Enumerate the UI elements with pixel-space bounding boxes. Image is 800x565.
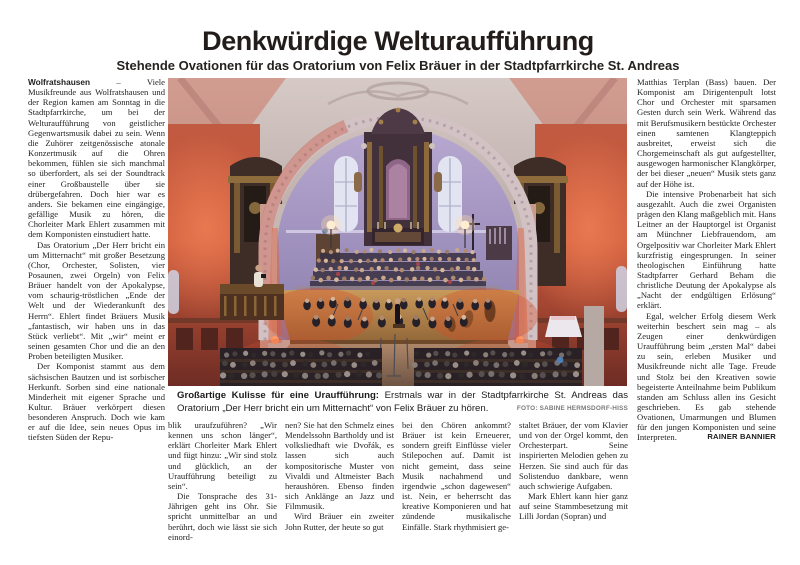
text-column-5 (519, 420, 628, 560)
text-column-2 (168, 420, 277, 560)
caption-lead: Großartige Kulisse für eine Uraufführung: (177, 390, 380, 401)
caption-text: Erstmals war in der Stadtpfarrkirche St. Andreas das Oratorium „Der Herr bricht ein um Mitternacht“ von Felix Bräuer zu hören. (177, 390, 629, 414)
text-column-1 (28, 77, 165, 548)
church-photo-illustration (168, 78, 627, 386)
article-photo (168, 78, 627, 386)
paragraph: Der Komponist stammt aus dem sächsischen Bautzen und ist sorbischer Herkunft. Sorben sind eine nationale Minderheit mit eigener Sprache und Kultur. Bräuer verkörpert diesen besonderen Anspruch. Doch wie kam er auf die Idee, sein neues Opus im tiefsten Süden der Repu- (28, 361, 165, 443)
paragraph: Die intensive Probenarbeit hat sich ausgezahlt. Auch die zwei Organisten prägen den Klang maßgeblich mit. Hans Leitner an der Hauptorgel ist Organist am Münchner Liebfrauendom, am Orgelpositiv war Chorleiter Mark Ehlert kurzfristig eingesprungen. In seiner theologischen Einführung hatte Stadtpfarrer Gerhard Beham die christliche Deutung der Apokalypse als „Nacht der endgültigen Erlösung“ erklärt. (637, 188, 776, 311)
text-column-6 (637, 77, 776, 548)
paragraph (637, 311, 776, 443)
paragraph: staltet Bräuer, der vom Klavier und von der Orgel kommt, den Orchesterpart. Seine inspirierten Melodien gehen zu Herzen. Sie sind auch für das Solistenduo dankbare, wenn auch schwierige Aufgaben. (519, 420, 628, 491)
photo-credit: FOTO: SABINE HERMSDORF-HISS (513, 403, 628, 416)
paragraph-text: Viele Musikfreunde aus Wolfratshausen und der Region kamen am Sonntag in die Stadtpfarrkirche, um bei der Welturaufführung von geistlicher Gegenwartsmusik dabei zu sein. Wenn die Zuhörer zeitgenössische atonale Konzertmusik auf die Ohren bekommen, fühlen sie sich manchmal so überfordert, als sei der Soundtrack einer Großbaustelle über sie drübergefahren. Doch hier war es anders. Sie bekamen eine eingängige, gefällige Musik zu hören, die Chorleiter Mark Ehlert zusammen mit dem Komponisten einstudiert hatte. (28, 77, 165, 240)
paragraph: blik uraufzuführen? „Wir kennen uns schon länger“, erklärt Chorleiter Mark Ehlert und fügt hinzu: „Wir sind stolz und glücklich, an der Uraufführung beteiligt zu sein“. (168, 420, 277, 491)
paragraph: Wird Bräuer ein zweiter John Rutter, der heute so gut (285, 511, 394, 532)
headline: Denkwürdige Welturaufführung (202, 26, 594, 56)
blue-jacket-listener (557, 357, 564, 364)
conductor-podium (393, 324, 405, 328)
paragraph: bei den Chören ankommt? Bräuer ist kein Erneuerer, sondern greift Einflüsse vieler Stilepochen auf. Damit ist nicht gemeint, dass seine Musik nachahmend und irgendwie „schon dagewesen“ ist. Nein, er beherrscht das kreative Komponieren und hat zündende musikalische Einfälle. Stark rhythmisiert ge- (402, 420, 511, 532)
paragraph: Die Tonsprache des 31-Jährigen geht ins Ohr. Sie spricht unmittelbar an und berührt, doch wie lässt sie sich einord- (168, 491, 277, 542)
paragraph-text: Egal, welcher Erfolg diesem Werk weiterhin beschert sein mag – als Zeugen einer denkwürdigen Uraufführung beim „ersten Mal“ dabei zu sein, erleben Musiker und Musikfreunde nicht alle Tage. Freude und Stolz bei den Kreativen sowie begeisterte Anteilnahme beim Publikum standen am Schluss allen ins Gesicht geschrieben. Es gab stehende Ovationen, Umarmungen und Blumen für den jungen Komponisten und seine Interpreten. (637, 310, 776, 443)
paragraph: Mark Ehlert kann hier ganz auf seine Stammbesetzung mit Lilli Jordan (Sopran) und (519, 491, 628, 522)
paragraph: nen? Sie hat den Schmelz eines Mendelssohn Bartholdy und ist volksliedhaft wie Dvořák, es lassen sich auch kompositorische Muster von Vivaldi und Altmeister Bach heraushören. Ebenso finden sich Anklänge an Jazz und Filmmusik. (285, 420, 394, 512)
text-column-4 (402, 420, 511, 560)
camera (261, 274, 266, 278)
conductor (395, 304, 400, 324)
paragraph (28, 77, 165, 240)
paragraph: Das Oratorium „Der Herr bricht ein um Mitternacht“ mit großer Besetzung (Chor, Orchester, Solisten, vier Posaunen, zwei Orgeln) von Felix Bräuer handelt von der Apokalypse, vom schaurig-tröstlichen „Ende der Welt und der Wiederankunft des Herrn“. Ehlert findet Bräuers Musik „fantastisch, wir haben uns in das Stück verliebt“. Mit „wir“ meint er seinen gesamten Chor und die an den Proben beteiligten Musiker. (28, 239, 165, 362)
dateline: Wolfratshausen (28, 77, 91, 87)
dateline-separator: – (90, 77, 147, 87)
paragraph: Matthias Terplan (Bass) bauen. Der Komponist am Dirigentenpult lotst Chor und Orchester mit sparsamen Gesten durch sein Werk. Während das mit Berufsmusikern bestückte Orchester einen samtenen Klangteppich ausbreitet, erweist sich die Chorgemeinschaft als gut aufgestellter, ausgewogen harmonischer Klangkörper, der bei dieser „neuen“ Musik stets ganz auf der Höhe ist. (637, 77, 776, 189)
photo-caption (177, 390, 628, 415)
subheadline: Stehende Ovationen für das Oratorium von Felix Bräuer in der Stadtpfarrkirche St. Andreas (116, 58, 680, 73)
choir (310, 248, 486, 291)
text-column-3 (285, 420, 394, 560)
author-byline: RAINER BANNIER (707, 432, 776, 442)
